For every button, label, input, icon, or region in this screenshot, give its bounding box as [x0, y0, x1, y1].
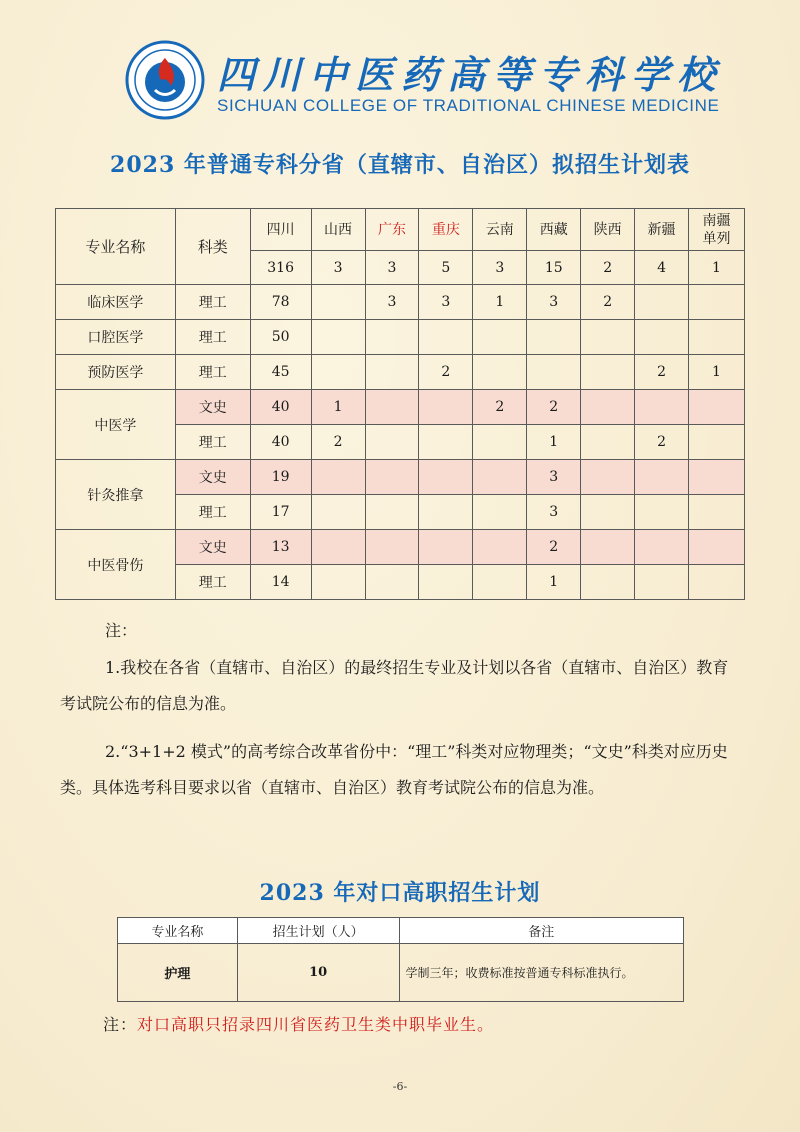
table-row	[56, 460, 745, 495]
value-cell	[419, 530, 473, 565]
province-header: 西藏	[527, 209, 581, 251]
value-cell: 14	[250, 565, 311, 600]
province-header: 新疆	[635, 209, 689, 251]
table-row	[56, 530, 745, 565]
province-header: 南疆 单列	[689, 209, 745, 251]
table-row	[56, 320, 745, 355]
value-cell	[473, 460, 527, 495]
value-cell	[311, 285, 365, 320]
value-cell: 40	[250, 390, 311, 425]
vocational-major: 护理	[118, 944, 238, 1002]
value-cell	[419, 425, 473, 460]
value-cell	[581, 565, 635, 600]
value-cell: 3	[419, 285, 473, 320]
value-cell	[581, 495, 635, 530]
value-cell: 13	[250, 530, 311, 565]
value-cell	[689, 320, 745, 355]
value-cell	[419, 460, 473, 495]
vocational-plan-table	[117, 917, 684, 1002]
vocational-col-memo: 备注	[399, 918, 684, 944]
table-row	[118, 944, 684, 1002]
value-cell	[311, 460, 365, 495]
value-cell	[473, 565, 527, 600]
value-cell: 2	[635, 425, 689, 460]
major-name: 中医学	[56, 390, 176, 460]
value-cell	[689, 495, 745, 530]
value-cell	[311, 565, 365, 600]
table-row	[56, 355, 745, 390]
value-cell	[689, 425, 745, 460]
footer-note-prefix: 注：	[103, 1015, 138, 1034]
vocational-plan-count: 10	[237, 944, 399, 1002]
school-emblem-icon	[125, 40, 205, 120]
header-row-provinces	[56, 209, 745, 251]
value-cell	[689, 530, 745, 565]
province-header: 云南	[473, 209, 527, 251]
category-cell: 理工	[175, 495, 250, 530]
province-total: 316	[250, 251, 311, 285]
major-name: 针灸推拿	[56, 460, 176, 530]
province-total: 5	[419, 251, 473, 285]
major-name: 口腔医学	[56, 320, 176, 355]
value-cell	[311, 530, 365, 565]
value-cell: 2	[311, 425, 365, 460]
value-cell	[419, 320, 473, 355]
province-header: 山西	[311, 209, 365, 251]
province-total: 2	[581, 251, 635, 285]
province-total: 15	[527, 251, 581, 285]
page-number: -6-	[392, 1080, 408, 1093]
plan-table-title: 2023 年普通专科分省（直辖市、自治区）拟招生计划表	[110, 152, 690, 178]
value-cell: 1	[527, 425, 581, 460]
province-total: 3	[473, 251, 527, 285]
value-cell: 45	[250, 355, 311, 390]
value-cell: 3	[527, 495, 581, 530]
category-cell: 理工	[175, 425, 250, 460]
value-cell	[635, 495, 689, 530]
value-cell	[581, 390, 635, 425]
value-cell	[365, 495, 419, 530]
value-cell	[581, 460, 635, 495]
major-name: 预防医学	[56, 355, 176, 390]
value-cell	[527, 320, 581, 355]
value-cell	[581, 425, 635, 460]
value-cell	[689, 285, 745, 320]
school-name-en: SICHUAN COLLEGE OF TRADITIONAL CHINESE MEDICINE	[217, 96, 720, 115]
value-cell	[689, 460, 745, 495]
category-cell: 理工	[175, 285, 250, 320]
category-cell: 文史	[175, 530, 250, 565]
province-total: 3	[365, 251, 419, 285]
vocational-header-row	[118, 918, 684, 944]
value-cell	[635, 390, 689, 425]
footer-note-text: 对口高职只招录四川省医药卫生类中职毕业生。	[137, 1015, 495, 1034]
admission-plan-table	[55, 208, 745, 600]
value-cell	[473, 530, 527, 565]
value-cell: 1	[527, 565, 581, 600]
vocational-col-plan: 招生计划（人）	[237, 918, 399, 944]
value-cell: 3	[527, 285, 581, 320]
value-cell	[689, 565, 745, 600]
value-cell: 40	[250, 425, 311, 460]
vocational-memo: 学制三年；收费标准按普通专科标准执行。	[399, 944, 684, 1002]
note-item-1: 1.我校在各省（直辖市、自治区）的最终招生专业及计划以各省（直辖市、自治区）教育考试院公布的信息为准。	[60, 658, 729, 713]
value-cell	[473, 495, 527, 530]
value-cell: 1	[473, 285, 527, 320]
value-cell	[473, 425, 527, 460]
value-cell	[635, 460, 689, 495]
value-cell: 2	[581, 285, 635, 320]
vocational-col-major: 专业名称	[118, 918, 238, 944]
value-cell	[365, 390, 419, 425]
province-total: 3	[311, 251, 365, 285]
value-cell	[419, 565, 473, 600]
footer-note	[103, 1012, 494, 1035]
value-cell: 19	[250, 460, 311, 495]
value-cell	[365, 355, 419, 390]
value-cell: 1	[689, 355, 745, 390]
value-cell	[581, 355, 635, 390]
value-cell: 1	[311, 390, 365, 425]
value-cell: 17	[250, 495, 311, 530]
province-header: 陕西	[581, 209, 635, 251]
major-name: 中医骨伤	[56, 530, 176, 600]
value-cell	[473, 320, 527, 355]
category-cell: 理工	[175, 355, 250, 390]
value-cell	[365, 425, 419, 460]
value-cell	[365, 460, 419, 495]
value-cell	[635, 530, 689, 565]
province-header: 重庆	[419, 209, 473, 251]
province-header: 广东	[365, 209, 419, 251]
province-total: 1	[689, 251, 745, 285]
table-row	[56, 285, 745, 320]
value-cell: 78	[250, 285, 311, 320]
vocational-table-title: 2023 年对口高职招生计划	[259, 880, 541, 906]
value-cell	[635, 565, 689, 600]
province-total: 4	[635, 251, 689, 285]
school-name-cn: 四川中医药高等专科学校	[217, 52, 724, 97]
value-cell	[473, 355, 527, 390]
value-cell: 50	[250, 320, 311, 355]
notes-heading: 注：	[105, 621, 138, 640]
value-cell	[419, 390, 473, 425]
value-cell	[581, 320, 635, 355]
col-category: 科类	[175, 209, 250, 285]
major-name: 临床医学	[56, 285, 176, 320]
value-cell	[311, 495, 365, 530]
value-cell: 2	[527, 390, 581, 425]
value-cell	[365, 565, 419, 600]
value-cell	[689, 390, 745, 425]
col-major-name: 专业名称	[56, 209, 176, 285]
value-cell: 3	[527, 460, 581, 495]
value-cell	[311, 355, 365, 390]
category-cell: 理工	[175, 565, 250, 600]
value-cell	[311, 320, 365, 355]
value-cell: 2	[635, 355, 689, 390]
school-header	[125, 40, 724, 120]
value-cell: 2	[527, 530, 581, 565]
value-cell	[635, 320, 689, 355]
value-cell	[635, 285, 689, 320]
value-cell: 2	[473, 390, 527, 425]
value-cell	[581, 530, 635, 565]
value-cell	[419, 495, 473, 530]
value-cell	[365, 320, 419, 355]
value-cell	[527, 355, 581, 390]
value-cell	[365, 530, 419, 565]
category-cell: 理工	[175, 320, 250, 355]
note-item-2: 2.“3+1+2 模式”的高考综合改革省份中：“理工”科类对应物理类；“文史”科类对应历史类。具体选考科目要求以省（直辖市、自治区）教育考试院公布的信息为准。	[60, 742, 728, 797]
province-header: 四川	[250, 209, 311, 251]
category-cell: 文史	[175, 460, 250, 495]
value-cell: 2	[419, 355, 473, 390]
value-cell: 3	[365, 285, 419, 320]
table-row	[56, 390, 745, 425]
category-cell: 文史	[175, 390, 250, 425]
